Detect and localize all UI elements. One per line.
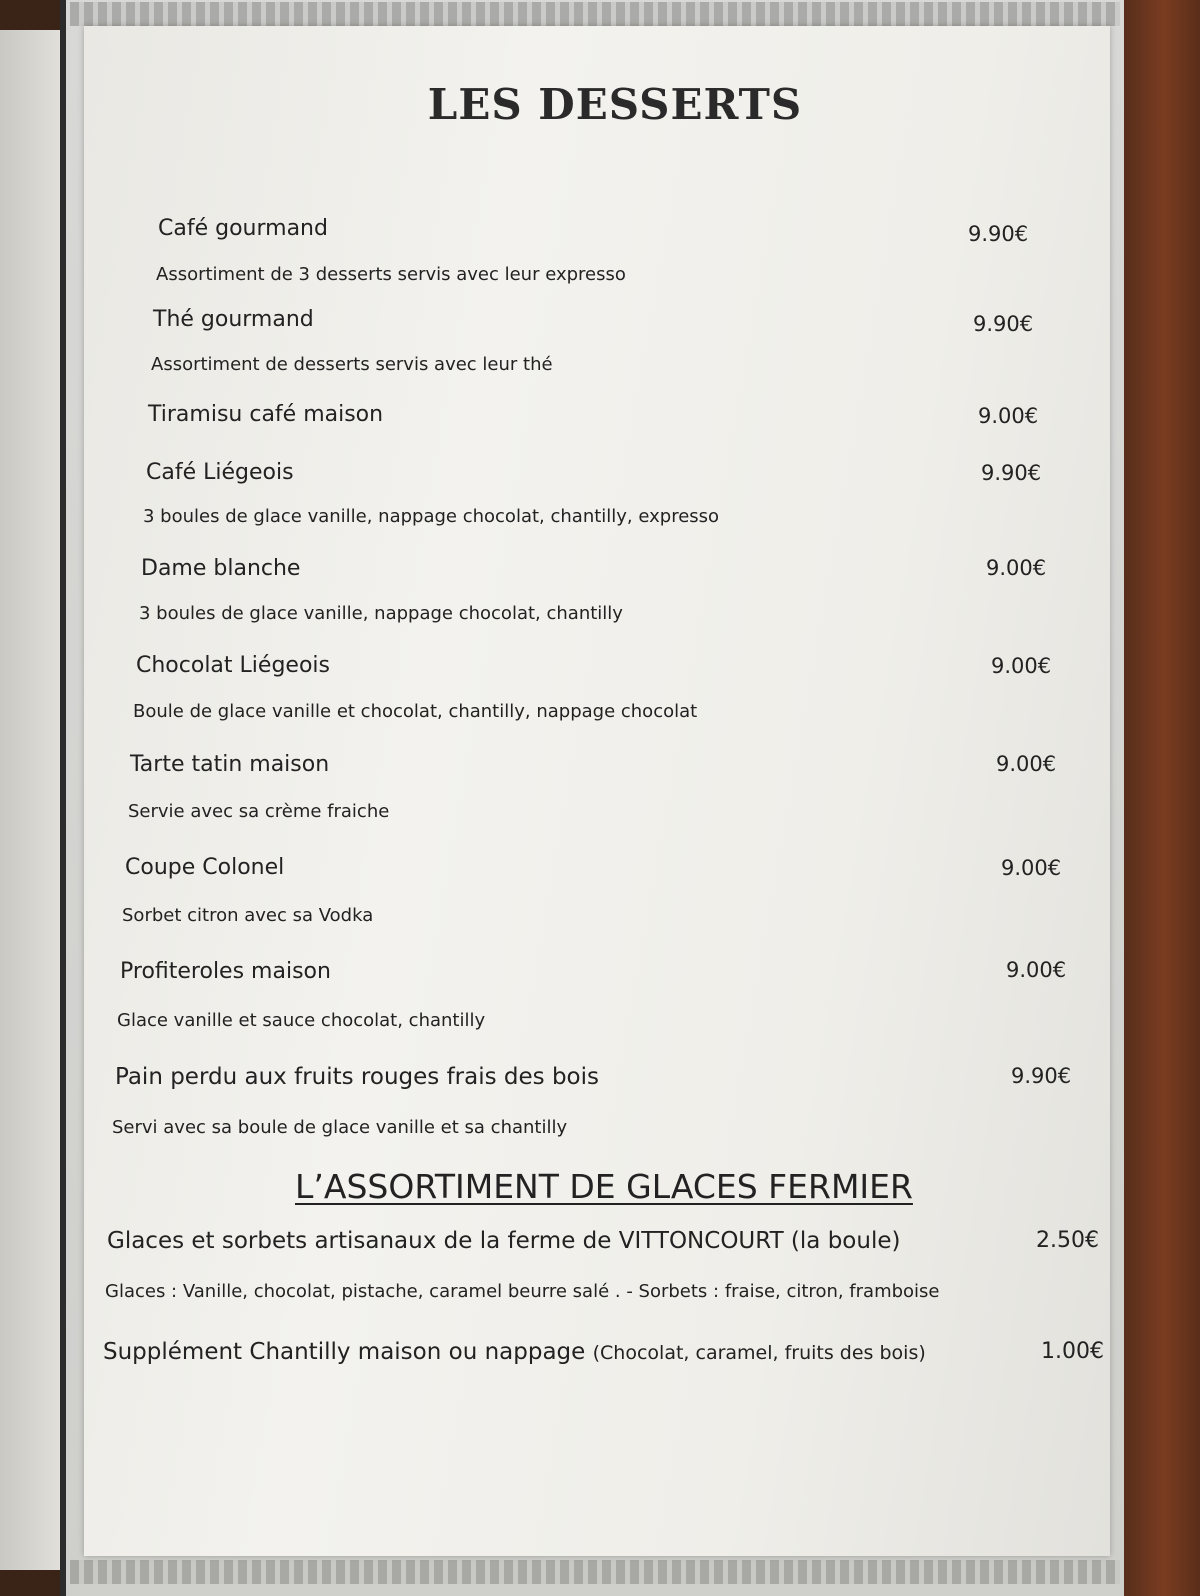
item-name: Glaces et sorbets artisanaux de la ferme de VITTONCOURT (la boule) [107, 1228, 901, 1254]
item-price: 9.00€ [978, 404, 1039, 428]
menu-page [84, 26, 1110, 1556]
item-price: 9.00€ [996, 752, 1057, 776]
item-description: Glace vanille et sauce chocolat, chantilly [117, 1010, 486, 1031]
menu-title: LES DESSERTS [427, 80, 803, 129]
sleeve-binding-bottom [70, 1560, 1120, 1584]
item-price: 9.90€ [968, 222, 1029, 246]
supplement-detail: (Chocolat, caramel, fruits des bois) [592, 1342, 926, 1364]
item-name: Café Liégeois [146, 460, 294, 485]
supplement-line [103, 1339, 926, 1365]
item-price: 9.90€ [981, 461, 1042, 485]
item-price: 9.00€ [1001, 856, 1062, 880]
item-name: Pain perdu aux fruits rouges frais des bois [115, 1064, 599, 1090]
item-description: Assortiment de desserts servis avec leur thé [151, 354, 553, 375]
item-name: Profiteroles maison [120, 959, 331, 984]
item-price: 9.90€ [973, 312, 1034, 336]
item-name: Dame blanche [141, 556, 301, 581]
item-price: 9.00€ [991, 654, 1052, 678]
item-description: Servi avec sa boule de glace vanille et sa chantilly [112, 1117, 568, 1138]
item-name: Tiramisu café maison [148, 402, 384, 427]
item-name: Coupe Colonel [125, 855, 285, 880]
item-price: 9.00€ [986, 556, 1047, 580]
item-price: 9.00€ [1006, 958, 1067, 982]
item-description: 3 boules de glace vanille, nappage chocolat, chantilly [139, 603, 623, 624]
item-price: 9.90€ [1011, 1064, 1072, 1088]
item-description: Glaces : Vanille, chocolat, pistache, caramel beurre salé . - Sorbets : fraise, citron, framboise [105, 1281, 940, 1302]
item-description: Assortiment de 3 desserts servis avec leur expresso [156, 264, 626, 285]
item-name: Café gourmand [158, 216, 328, 241]
item-description: Boule de glace vanille et chocolat, chantilly, nappage chocolat [133, 701, 698, 722]
item-name: Chocolat Liégeois [136, 653, 330, 678]
item-price: 1.00€ [1041, 1339, 1104, 1364]
item-name: Tarte tatin maison [130, 752, 330, 777]
section-title: L’ASSORTIMENT DE GLACES FERMIER [295, 1167, 913, 1206]
item-description: 3 boules de glace vanille, nappage chocolat, chantilly, expresso [143, 506, 720, 527]
sleeve-binding-top [70, 2, 1120, 26]
item-description: Sorbet citron avec sa Vodka [122, 905, 374, 926]
item-price: 2.50€ [1036, 1228, 1099, 1253]
item-description: Servie avec sa crème fraiche [128, 801, 390, 822]
supplement-name: Supplément Chantilly maison ou nappage [103, 1339, 586, 1365]
item-name: Thé gourmand [153, 307, 314, 332]
